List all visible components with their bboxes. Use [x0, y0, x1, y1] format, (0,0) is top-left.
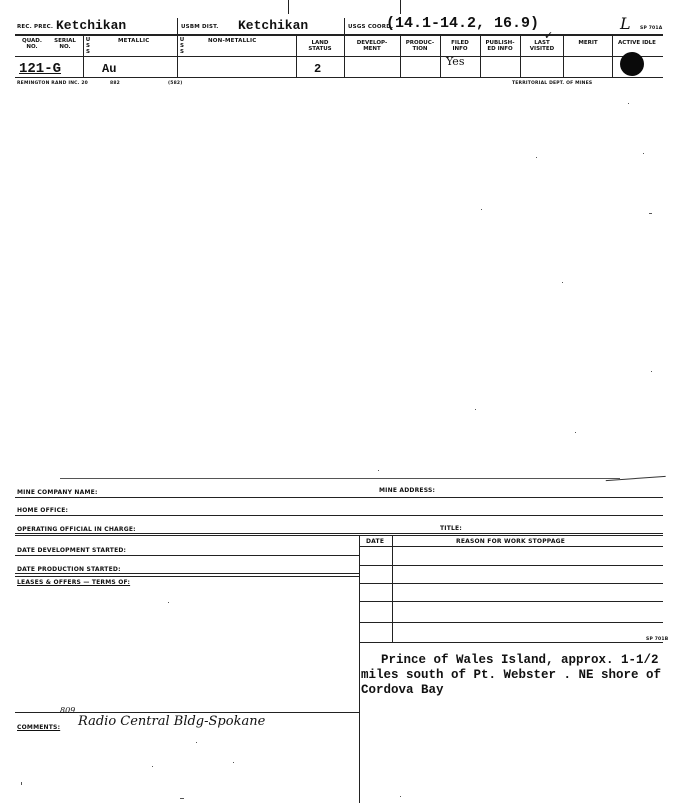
columns-rule: [15, 56, 663, 57]
form-number-b: SP 701B: [646, 637, 669, 642]
uss-prefix-metallic: U S S: [85, 37, 91, 55]
mine-company-name-label: MINE COMPANY NAME:: [17, 489, 98, 496]
speck: [575, 432, 576, 433]
col-divider: [612, 35, 613, 77]
usgs-coord-label: USGS COORD.: [348, 24, 394, 30]
home-office-label: HOME OFFICE:: [17, 507, 69, 514]
usbm-dist-label: USBM DIST.: [181, 24, 219, 30]
col-divider: [296, 35, 297, 77]
table-divider: [392, 535, 393, 642]
tick-mark: [400, 0, 401, 14]
speck: [649, 213, 652, 214]
table-rule: [359, 565, 663, 566]
row-rule: [15, 77, 663, 78]
title-divider: [344, 18, 345, 34]
leases-label: LEASES & OFFERS — TERMS OF:: [17, 579, 131, 586]
speck: [180, 798, 184, 799]
col-divider: [400, 35, 401, 77]
uss-prefix-nonmetallic: U S S: [179, 37, 185, 55]
title-divider: [177, 18, 178, 34]
location-line2: miles south of Pt. Webster . NE shore of: [361, 668, 662, 682]
land-status-label: LAND STATUS: [308, 40, 332, 52]
table-rule: [359, 642, 663, 643]
speck: [628, 103, 629, 104]
last-visited-label: LAST VISITED: [529, 40, 555, 52]
active-idle-label: ACTIVE IDLE: [618, 40, 656, 46]
land-status-value: 2: [314, 62, 322, 76]
rule: [15, 535, 663, 536]
tick-mark: [288, 0, 289, 14]
header-rule: [15, 35, 663, 36]
filed-info-label: FILED INFO: [451, 40, 469, 52]
rule: [15, 497, 663, 498]
comments-label: COMMENTS:: [17, 724, 61, 731]
speck: [562, 282, 563, 283]
speck: [21, 782, 22, 785]
table-rule: [359, 622, 663, 623]
comments-handwritten: Radio Central Bldg-Spokane: [78, 714, 266, 729]
filed-info-value: Yes: [446, 55, 465, 68]
merit-label: MERIT: [578, 40, 598, 46]
speck: [152, 766, 153, 767]
rule: [15, 576, 359, 577]
non-metallic-label: NON-METALLIC: [208, 38, 257, 44]
serial-no-label: SERIAL NO.: [54, 38, 76, 50]
rec-prec-value: Ketchikan: [56, 18, 127, 33]
rule: [15, 533, 663, 534]
table-rule: [359, 601, 663, 602]
footer-left: REMINGTON RAND INC. 20: [17, 81, 88, 86]
speck: [378, 470, 379, 471]
checkmark-icon: ✓: [544, 29, 554, 42]
location-line3: Cordova Bay: [361, 683, 444, 697]
reason-label: REASON FOR WORK STOPPAGE: [456, 538, 566, 545]
speck: [643, 153, 644, 154]
speck: [196, 742, 197, 743]
card-edge: [60, 478, 620, 479]
rule: [15, 555, 359, 556]
speck: [475, 409, 476, 410]
date-label: DATE: [366, 538, 385, 545]
corner-mark: L: [620, 14, 631, 33]
usgs-coord-value: (14.1-14.2, 16.9): [386, 15, 540, 32]
table-rule: [359, 546, 663, 547]
location-line1: Prince of Wales Island, approx. 1-1/2: [381, 653, 659, 667]
col-divider: [177, 35, 178, 77]
footer-left-code2: (582): [168, 81, 183, 86]
table-divider: [359, 535, 360, 803]
operating-official-label: OPERATING OFFICIAL IN CHARGE:: [17, 526, 136, 533]
speck: [481, 209, 482, 210]
production-label: PRODUC-TION: [405, 40, 435, 52]
published-info-label: PUBLISH-ED INFO: [485, 40, 515, 52]
rec-prec-label: REC. PREC.: [17, 24, 54, 30]
col-divider: [440, 35, 441, 77]
title-label: TITLE:: [440, 525, 462, 532]
col-divider: [344, 35, 345, 77]
form-number: SP 701A: [640, 26, 663, 31]
speck: [536, 157, 537, 158]
metallic-value: Au: [102, 62, 117, 76]
quad-no-label: QUAD. NO.: [22, 38, 42, 50]
date-production-label: DATE PRODUCTION STARTED:: [17, 566, 121, 573]
development-label: DEVELOP-MENT: [356, 40, 388, 52]
usbm-dist-value: Ketchikan: [238, 18, 309, 33]
rule: [15, 573, 359, 574]
comments-superscript: 809: [60, 706, 76, 715]
speck: [168, 602, 169, 603]
col-divider: [480, 35, 481, 77]
table-rule: [359, 583, 663, 584]
col-divider: [520, 35, 521, 77]
footer-left-code: 882: [110, 81, 120, 86]
mine-address-label: MINE ADDRESS:: [379, 487, 436, 494]
rule: [15, 515, 663, 516]
speck: [233, 762, 234, 763]
col-divider: [563, 35, 564, 77]
col-divider: [83, 35, 84, 77]
date-development-label: DATE DEVELOPMENT STARTED:: [17, 547, 127, 554]
quad-no-value: 121-G: [19, 61, 62, 77]
active-dot: [620, 52, 644, 76]
footer-right: TERRITORIAL DEPT. OF MINES: [512, 81, 593, 86]
metallic-label: METALLIC: [118, 38, 150, 44]
speck: [400, 796, 401, 797]
speck: [651, 371, 652, 372]
